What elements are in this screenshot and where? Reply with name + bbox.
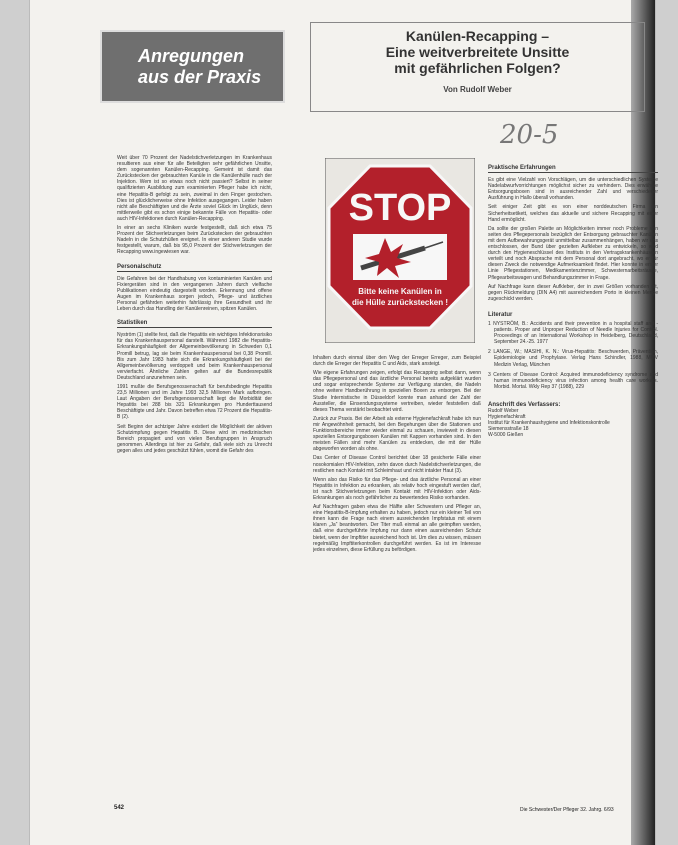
author-address-heading: Anschrift des Verfassers: [488,401,561,408]
prakt-paragraph-3: Da sollte der großen Palette an Möglichkeiten immer noch Probleme von seiten des Pflegepersonals bezüglich der Entsorgung gebrauchter Kanülen mit dem Aufbewahrungsgerät unmittelbar zusammenhängen, haben wir uns entschlossen, der Bund über gezielten Aufkleber zu entwickeln, so wird durch den Hygieneschlüssel des Instituts in den Vertragskrankenhäusern verteilt und noch Absprache mit dem Personal dort angebracht, wo er für diesen Zweck die notwendige Aufmerksamkeit findet. Hier konnte in erster Linie Pflegestationen, Medikamentenzimmer, Schwesternarbeitsräume, Pflegearbeitswagen und Behandlungszimmer in Frage. [488,225,658,281]
section-banner [100,30,285,103]
mid-paragraph-1: Inhalten durch einmal über den Weg der Erreger Erreger, zum Beispiel durch die Erreger der Hepatitis C und Aids, stark ansteigt. [313,355,481,368]
title-line-3: mit gefährlichen Folgen? [394,60,561,76]
section-banner-line-2: aus der Praxis [138,66,262,87]
intro-paragraph: Weit über 70 Prozent der Nadelstichverletzungen im Krankenhaus resultieren aus einer für alle Beteiligten sehr gefährlichen Unsitte, dem sogenannten Kanülen-Recapping. Gemeint ist damit das Zurückstecken der gebrauchten Kanüle in die Kanülenhülle nach der Injektion. Wem ist so etwas noch nicht passiert? Selbst in seiner qualifizierten Ausbildung zum examinierten Pfleger habe ich nicht, eine Hepatitis-B gefolgt zu sein, zweimal in den Finger gestochen. Dies ist glücklicherweise ohne Infektion ausgegangen. Leider haben nicht alle Beschäftigten und die Ärzte soviel Glück im Unglück, denn mittlerweile gibt es schon einige bekannte Fälle von Hepatitis- oder auch HIV-Infektionen durch Kanülen-Recapping. [117,155,272,222]
middle-column [313,355,481,780]
stop-sign-image [325,158,475,343]
mid-paragraph-3: Zurück zur Praxis. Bei der Arbeit als externe Hygienefachkraft habe ich nun mir Angewöhnheit gemacht, bei den Begehungen über die Stationen und Funktionsbereiche immer wieder einmal zu schauen, inwieweit in diesen speziellen Entsorgungsboxen Kanülen mit Kappen vorhanden sind. In den meisten Fällen sind mehr Kanülen zu entdecken, die mit der Hülle abgeworfen worden als ohne. [313,415,481,453]
prakt-paragraph-2: Seit einiger Zeit gibt es von einer norddeutschen Firma ein Sicherheitsetikett, welches das aktuelle und sichere Recapping mit einer Hand ermöglicht. [488,204,658,223]
handwritten-note: 20-5 [500,120,559,150]
article-title-box [310,22,645,112]
heading-statistiken: Statistiken [117,320,272,328]
section-banner-line-1: Anregungen [138,45,244,66]
stop-sign-word: STOP [348,187,452,229]
prakt-paragraph-4: Auf Nachfrage kann dieser Aufkleber, der in zwei Größen vorhanden ist, gegen Rückmeldung (DIN A4) mit ausreichendem Porto in kleinen Menge zugeschickt werden. [488,283,658,302]
heading-praktische-erfahrungen: Praktische Erfahrungen [488,165,658,173]
stat-paragraph-3: Seit Beginn der achtziger Jahre existiert die Möglichkeit der aktiven Schutzimpfung gegen Hepatitis B. Diese wird im medizinischen Bereich propagiert und von vielen Berufsgruppen in Anspruch genommen. Allerdings ist hier zu Gefahr, daß viele sich zu Unrecht gegen alles und jedes geschützt fühlen, womit die Gefahr des [117,423,272,454]
address-line: Hygienefachkraft [488,414,526,421]
intro-paragraph-2: In einer an sechs Kliniken wurde festgestellt, daß sich etwa 75 Prozent der Stichverletzungen beim Zurückstecken der gebrauchten Nadeln in die Schutzhüllen ereignet. In einer anderen Studie wurde festgestellt, warum, daß bis 95,0 Prozent der Stichverletzungen der Recapping www.ingewiesen war. [117,225,272,256]
reference-item: 2 LANGE, W.; MASIHI, K. N.: Virus-Hepatitis: Beschwerden, Prävention, Epidemiologie und Prophylaxe. Verlag Hans Schindler, 1988, MMV Medizin Verlag, München [488,349,658,368]
title-line-1: Kanülen-Recapping – [405,28,550,44]
left-column [117,155,272,785]
stat-paragraph-2: 1991 mußte die Berufsgenossenschaft für berufsbedingte Hepatitis 23,5 Millionen und im Jahre 1993 32,5 Millionen Mark aufbringen. Laut Angaben der Berufsgenossenschaft liegt die Morbidität der Hepatitis bei 288 bis 321 Erkrankungen pro Hunderttausend Beschäftigte und Jahr. Davon betreffen etwa 72 Prozent die Hepatitis-B (2). [117,384,272,421]
address-line: Rudolf Weber [488,408,519,414]
mid-paragraph-6: Auf Nachfragen gaben etwa die Hälfte aller Schwestern und Pfleger an, eine Hepatitis-B-Impfung erhalten zu haben, jedoch nur ein kleiner Teil von ihnen kann die Frage nach einem ausreichenden Impfstatus mit einem klaren „Ja“ beantworten. Der Titer muß einmal an alle geimpften werden, daß eine durchgeführte Impfung nur dann einen ausreichenden Schutz bietet, wenn der Impftiter ausreichend hoch ist. Um dies zu wissen, müssen regelmäßig Impftiterkontrollen durchgeführt werden. Es ist im Interesse jedes einzelnen, diese Erfüllung zu befördigen. [313,504,481,553]
article-title [311,28,644,76]
stop-sign-icon [329,166,471,328]
heading-personalschutz: Personalschutz [117,264,272,272]
address-line: W-5000 Gießen [488,432,524,439]
page-number: 542 [114,805,125,811]
address-line: Siemensstraße 18 [488,426,529,433]
address-line: Institut für Krankenhaushygiene und Infektionskontrolle [488,420,610,427]
mid-paragraph-5: Wenn also das Risiko für das Pflege- und das ärztliche Personal an einer Hepatitis in Infektion zu erkranken, als relativ hoch eingestuft werden darf, ist nach Stichverletzungen beim Kontakt mit HIV-Infektion oder Aids-Erkrankungen als noch gefährlicher zu bewertendes Risiko vorhanden. [313,476,481,501]
reference-item: 1 NYSTRÖM, B.: Accidents and their prevention in a hospital staff and - patients. Proper and Unproper Reduction of Needle Injuries for Control. Proceedings of an International Workshop in Heidelberg, Deutschland, September 24.-25. 1977 [488,320,658,346]
right-column [488,157,658,737]
title-line-2: Eine weitverbreitete Unsitte [385,44,570,60]
article-author: Von Rudolf Weber [443,85,512,94]
references-heading: Literatur [488,311,513,318]
caption-line-2: die Hülle zurückstecken ! [351,298,449,307]
caption-line-1: Bitte keine Kanülen in [358,287,442,296]
personal-paragraph: Die Gefahren bei der Handhabung von kontaminierten Kanülen und Fixiergeräten sind in den vergangenen Jahren durch vielfache Publikationen eindeutig dargestellt worden. Erkennung und offene Augen im Krankenhaus sorgen jedoch, Pflege- und ärztliches Personal gefährden weiterhin fahrlässig ihre Gesundheit und ihr Leben durch das Handling der Kanülenreinen, spitzen Kanülen. [117,275,272,313]
stat-paragraph-1: Nyström (1) stellte fest, daß die Hepatitis ein wichtiges Infektionsrisiko für das Krankenhauspersonal darstellt. Während 1982 die Hepatitis-Erkrankungshäufigkeit der Allgemeinbevölkerung in Schweden 0,1 Promill betrug, lag sie beim Krankenhauspersonal bei 0,38 Promill. Bis zum Jahr 1983 hatte sich die Erkrankungshäufigkeit bei der Allgemeinbevölkerung verdoppelt und beim Krankenhauspersonal vervierfacht. Ähnliche Zahlen gelten auf die Bundesrepublik Deutschland anzunehmen sein. [117,332,272,381]
mid-paragraph-4: Das Center of Disease Control berichtet über 18 gesicherte Fälle einer nosokomialen HIV-Infektion, zehn davon durch Nadelstichverletzungen, die restlichen nach Kontakt mit Schleimhaut und nicht intakter Haut (3). [313,455,481,474]
mid-paragraph-2: Wie eigene Erfahrungen zeigen, erfolgt das Recapping selbst dann, wenn das Pflegepersonal und das ärztliche Personal bereits aufgeklärt wurden und sogar entsprechende Systeme zur Verfügung standen, die Nadeln ohne weitere Handberührung in speziellen Boxen zu entsorgen. Bei der Studie Internistische in Düsseldorf konnte man anhand der Zahl der Aussteller, die Einsendungssysteme vertreiben, wieder feststellen daß dieses Thema verstärkt beobachtet wird. [313,370,481,413]
prakt-paragraph-1: Es gibt eine Vielzahl von Vorschlägen, um die unterschiedlichen Systeme Nadelabwurfvorrichtungen möglichst sicher zu verhindern. Dies erwähnte Entsorgungsboxen sind in ausreichender Zahl und verschiedener Ausführung in Hallo überall vorhanden. [488,177,658,202]
journal-footer: Die Schwester/Der Pfleger 32. Jahrg. 6/93 [520,807,614,813]
reference-item: 3 Centers of Disease Control: Acquired immunodeficiency syndrome and human immunodeficiency virus infection among health care workers. Morbid. Mortal. Wkly Rep 37 (1988), 229 [488,371,658,390]
